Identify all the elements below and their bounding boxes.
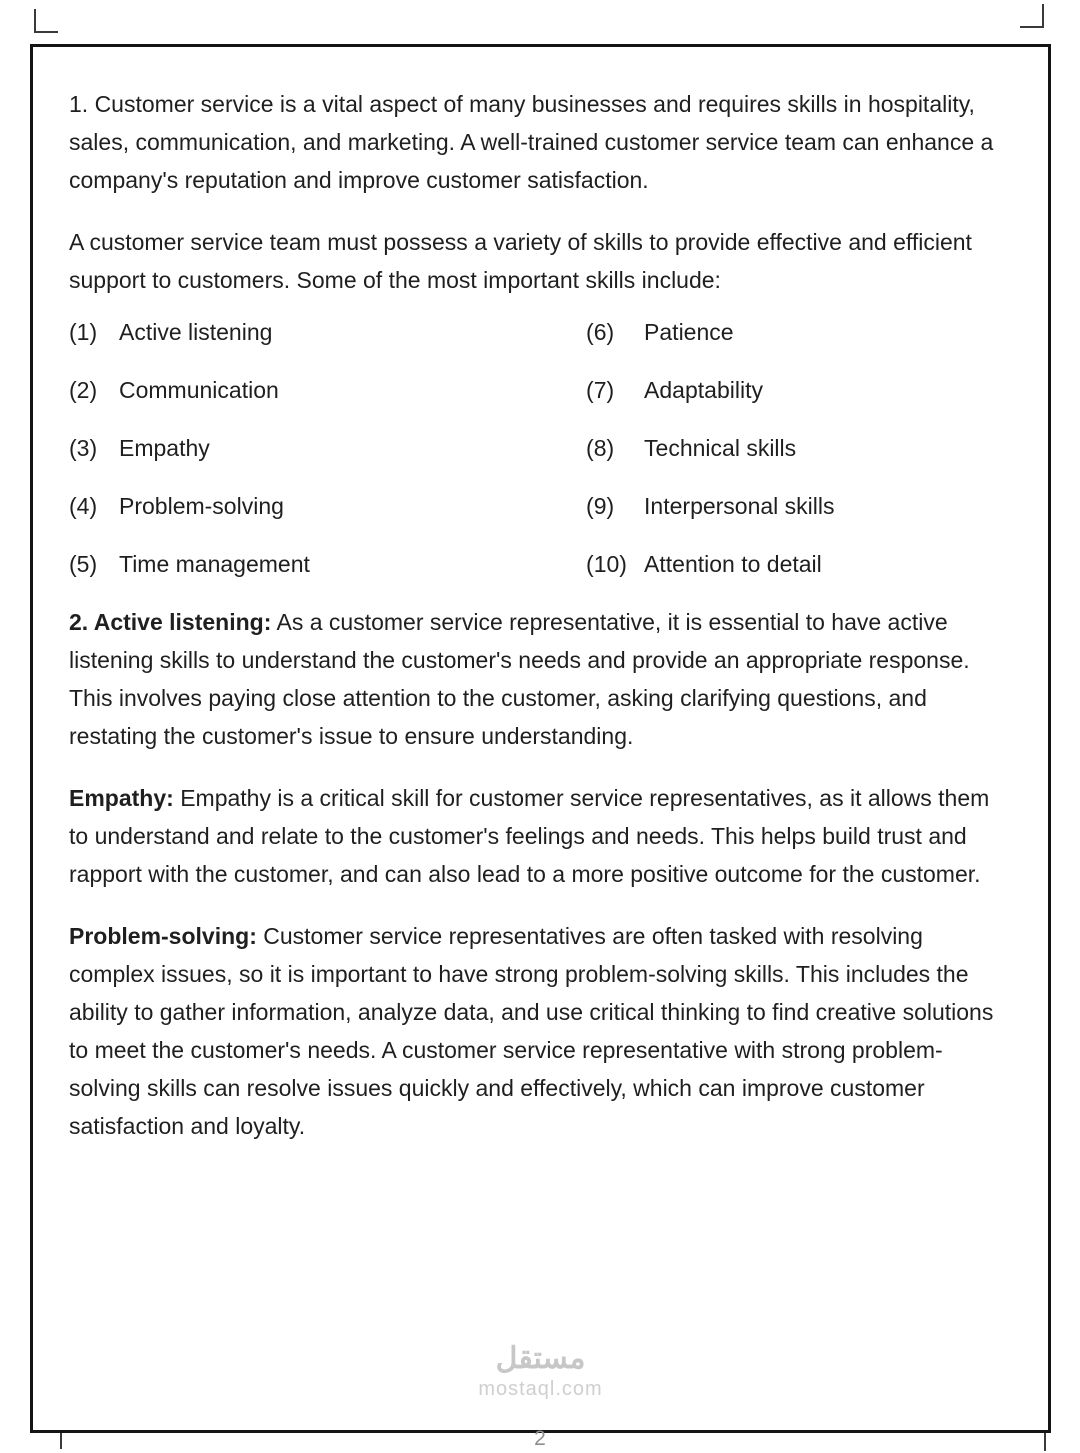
skill-number: (8) <box>586 435 615 461</box>
skill-label: Technical skills <box>644 435 797 461</box>
skill-label: Problem-solving <box>119 493 284 519</box>
section-heading-active-listening: 2. Active listening: <box>69 609 272 635</box>
skill-number: (5) <box>69 551 98 577</box>
skill-number: (10) <box>586 551 627 577</box>
skill-label: Attention to detail <box>644 551 822 577</box>
watermark-domain: mostaql.com <box>478 1378 603 1400</box>
page-number: 2 <box>534 1427 546 1450</box>
page-border-frame <box>30 44 1051 1433</box>
skill-item <box>69 487 576 525</box>
corner-mark-top-left-icon <box>34 9 58 33</box>
skill-item <box>576 313 1008 351</box>
skill-item <box>69 371 576 409</box>
skill-number: (7) <box>586 377 615 403</box>
skills-row <box>69 371 1008 409</box>
skill-item <box>576 429 1008 467</box>
skill-label: Communication <box>119 377 279 403</box>
skill-number: (1) <box>69 319 98 345</box>
skills-row <box>69 313 1008 351</box>
document-content <box>33 47 1048 1430</box>
paragraph-problem-solving <box>69 917 1008 1145</box>
skill-number: (3) <box>69 435 98 461</box>
paragraph-intro: 1. Customer service is a vital aspect of many businesses and requires skills in hospitality, sales, communication, and marketing. A well-trained customer service team can enhance a company's reputation and improve customer satisfaction. <box>69 91 994 193</box>
skill-item <box>69 313 576 351</box>
skill-item <box>69 429 576 467</box>
skill-label: Active listening <box>119 319 273 345</box>
section-heading-empathy: Empathy: <box>69 785 174 811</box>
skill-number: (2) <box>69 377 98 403</box>
paragraph-active-listening <box>69 603 1008 755</box>
skill-label: Interpersonal skills <box>644 493 835 519</box>
skills-row <box>69 545 1008 583</box>
paragraph-empathy <box>69 779 1008 893</box>
section-body: As a customer service representative, it is essential to have active listening skills to understand the customer's needs and provide an appropriate response. This involves paying close attention to the customer, asking clarifying questions, and restating the customer's issue to ensure understanding. <box>69 609 970 749</box>
skills-row <box>69 429 1008 467</box>
skill-number: (9) <box>586 493 615 519</box>
skill-item <box>69 545 576 583</box>
skills-list <box>69 313 1008 583</box>
watermark-arabic-logo: مستقل <box>495 1342 586 1375</box>
corner-mark-top-right-icon <box>1020 4 1044 28</box>
skill-label: Adaptability <box>644 377 763 403</box>
watermark <box>33 1342 1048 1402</box>
paragraph-skills-intro: A customer service team must possess a variety of skills to provide effective and efficient support to customers. Some of the most important skills include: <box>69 229 972 293</box>
skill-item <box>576 545 1008 583</box>
section-body: Empathy is a critical skill for customer service representatives, as it allows them to understand and relate to the customer's feelings and needs. This helps build trust and rapport with the customer, and can also lead to a more positive outcome for the customer. <box>69 785 990 887</box>
skill-label: Patience <box>644 319 734 345</box>
skill-number: (6) <box>586 319 615 345</box>
section-body: Customer service representatives are often tasked with resolving complex issues, so it is important to have strong problem-solving skills. This includes the ability to gather information, analyze data, and use critical thinking to find creative solutions to meet the customer's needs. A customer service representative with strong problem-solving skills can resolve issues quickly and effectively, which can improve customer satisfaction and loyalty. <box>69 923 994 1139</box>
skill-item <box>576 487 1008 525</box>
skill-item <box>576 371 1008 409</box>
skill-number: (4) <box>69 493 98 519</box>
section-heading-problem-solving: Problem-solving: <box>69 923 257 949</box>
skill-label: Time management <box>119 551 310 577</box>
skills-row <box>69 487 1008 525</box>
skill-label: Empathy <box>119 435 210 461</box>
